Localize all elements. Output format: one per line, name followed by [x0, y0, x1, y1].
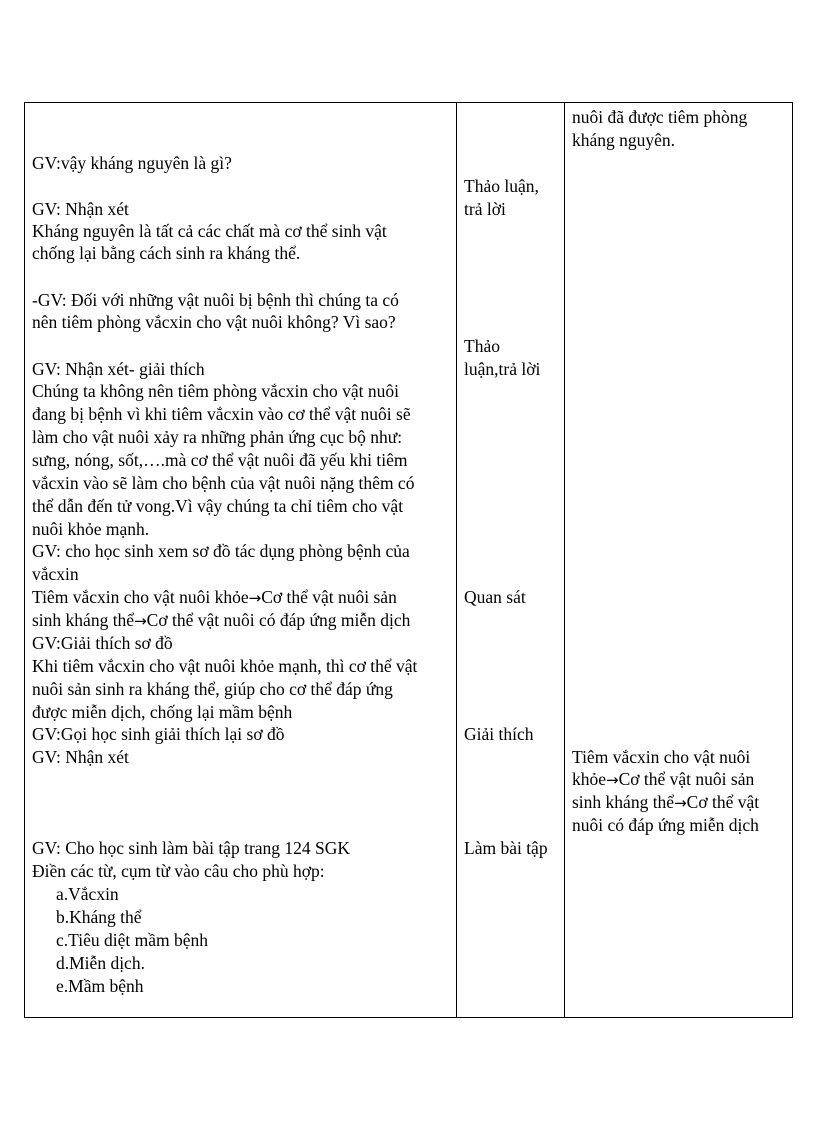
arrow-icon: →: [248, 589, 262, 607]
student-activity: Làm bài tập: [464, 838, 548, 858]
explanation-text: làm cho vật nuôi xảy ra những phản ứng cục bộ như:: [32, 427, 403, 447]
explanation-text: Chúng ta không nên tiêm phòng vắcxin cho vật nuôi: [32, 381, 399, 401]
diagram-line: sinh kháng thể→Cơ thể vật nuôi có đáp ứng miễn dịch: [32, 610, 411, 630]
student-activity: Thảo: [464, 336, 500, 356]
student-activity: trả lời: [464, 199, 506, 219]
content-diagram: Tiêm vắcxin cho vật nuôi: [572, 747, 751, 767]
arrow-icon: →: [606, 771, 619, 789]
question-sick-animals: nên tiêm phòng vắcxin cho vật nuôi không? Vì sao?: [32, 312, 396, 332]
explanation-text: vắcxin vào sẽ làm cho bệnh của vật nuôi nặng thêm có: [32, 473, 415, 493]
diagram-intro: GV: cho học sinh xem sơ đồ tác dụng phòng bệnh của: [32, 541, 410, 561]
exercise-instruction: GV: Cho học sinh làm bài tập trang 124 SGK: [32, 838, 351, 858]
antigen-definition: Kháng nguyên là tất cả các chất mà cơ thể sinh vật: [32, 221, 387, 241]
explanation-text: sưng, nóng, sốt,….mà cơ thể vật nuôi đã yếu khi tiêm: [32, 450, 408, 470]
option-item: a.Vắcxin: [56, 884, 119, 904]
diagram-explain-title: GV:Giải thích sơ đồ: [32, 633, 173, 653]
arrow-icon: →: [134, 612, 147, 630]
diagram-intro: vắcxin: [32, 564, 79, 584]
content-text: kháng nguyên.: [572, 130, 676, 150]
student-activity: Quan sát: [464, 587, 526, 607]
content-text: nuôi đã được tiêm phòng: [572, 107, 748, 127]
content-column: [565, 103, 792, 1017]
teacher-comment: GV: Nhận xét: [32, 747, 129, 767]
antigen-definition: chống lại bằng cách sinh ra kháng thể.: [32, 243, 301, 263]
student-activity-column: [457, 103, 565, 1017]
student-activity: Giải thích: [464, 724, 534, 744]
diagram-explanation: nuôi sản sinh ra kháng thể, giúp cho cơ thể đáp ứng: [32, 679, 393, 699]
question-antigen: GV:vậy kháng nguyên là gì?: [32, 153, 232, 173]
teacher-comment: GV: Nhận xét: [32, 199, 129, 219]
question-sick-animals: -GV: Đối với những vật nuôi bị bệnh thì chúng ta có: [32, 290, 399, 310]
diagram-explanation: được miễn dịch, chống lại mầm bệnh: [32, 702, 293, 722]
arrow-icon: →: [674, 794, 687, 812]
call-student: GV:Gọi học sinh giải thích lại sơ đồ: [32, 724, 285, 744]
content-diagram: khỏe→Cơ thể vật nuôi sản: [572, 769, 755, 789]
student-activity: Thảo luận,: [464, 176, 539, 196]
fill-in-instruction: Điền các từ, cụm từ vào câu cho phù hợp:: [32, 861, 325, 881]
explanation-text: đang bị bệnh vì khi tiêm vắcxin vào cơ thể vật nuôi sẽ: [32, 404, 411, 424]
option-item: b.Kháng thể: [56, 907, 142, 927]
explanation-text: nuôi khỏe mạnh.: [32, 519, 150, 539]
student-activity: luận,trả lời: [464, 359, 541, 379]
diagram-explanation: Khi tiêm vắcxin cho vật nuôi khỏe mạnh, thì cơ thể vật: [32, 656, 418, 676]
lesson-table: [24, 102, 793, 1018]
content-diagram: sinh kháng thể→Cơ thể vật: [572, 792, 760, 812]
explanation-text: thể dẫn đến tử vong.Vì vậy chúng ta chỉ tiêm cho vật: [32, 496, 404, 516]
diagram-line: Tiêm vắcxin cho vật nuôi khỏe→Cơ thể vật nuôi sản: [32, 587, 397, 607]
option-item: d.Miễn dịch.: [56, 953, 145, 973]
option-item: c.Tiêu diệt mầm bệnh: [56, 930, 208, 950]
teacher-activity-column: [25, 103, 457, 1017]
teacher-comment-explain: GV: Nhận xét- giải thích: [32, 359, 205, 379]
option-item: e.Mầm bệnh: [56, 976, 144, 996]
content-diagram: nuôi có đáp ứng miễn dịch: [572, 815, 759, 835]
